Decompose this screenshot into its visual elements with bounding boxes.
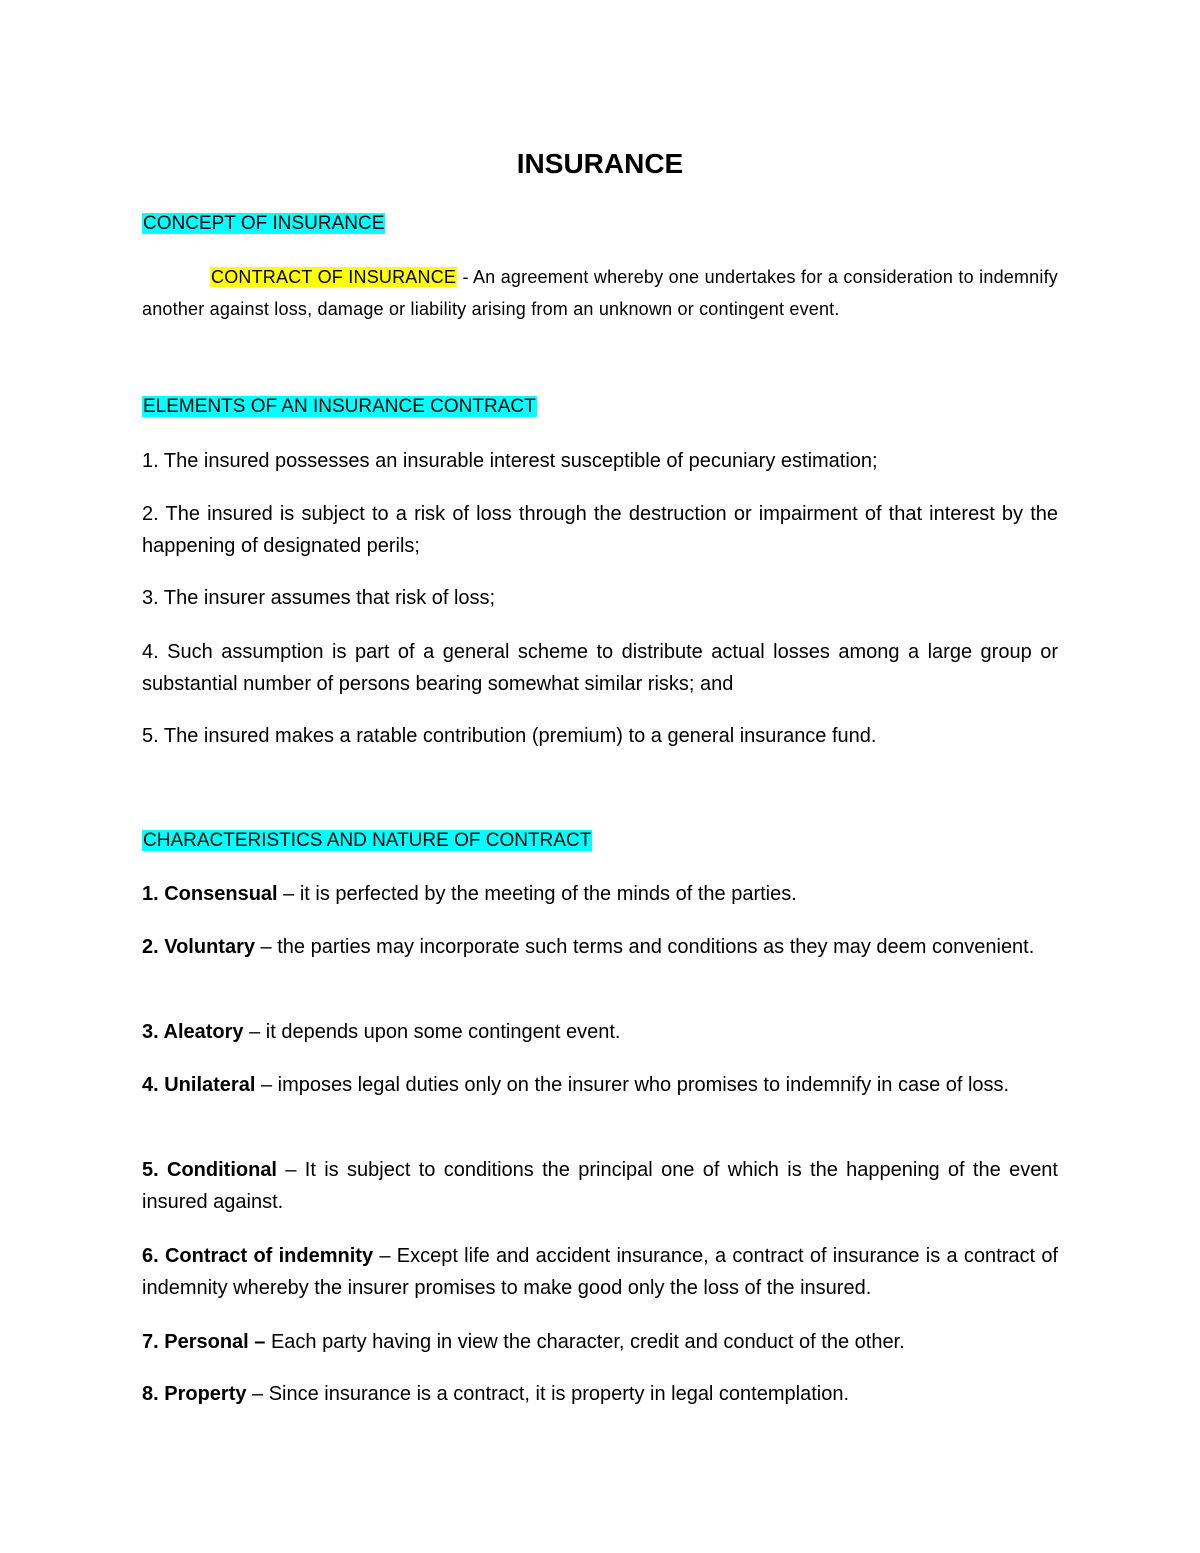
list-item: [142, 931, 1058, 963]
section-heading-text: ELEMENTS OF AN INSURANCE CONTRACT: [143, 396, 536, 417]
characteristic-text: – Except life and accident insurance, a contract of insurance is a contract of indemnity whereby the insurer promises to make good only the loss of the insured.: [142, 1245, 1058, 1299]
list-item: 4. Such assumption is part of a general scheme to distribute actual losses among a large group or substantial number of persons bearing somewhat similar risks; and: [142, 641, 1058, 695]
characteristic-text: – Since insurance is a contract, it is property in legal contemplation.: [246, 1383, 850, 1405]
characteristic-text: Each party having in view the character, credit and conduct of the other.: [265, 1331, 905, 1353]
characteristic-term: 2. Voluntary: [142, 936, 255, 958]
section-heading-text: CONCEPT OF INSURANCE: [143, 213, 385, 234]
characteristic-term: 1. Consensual: [142, 883, 278, 905]
list-item: 2. The insured is subject to a risk of loss through the destruction or impairment of that interest by the happening of designated perils;: [142, 503, 1058, 557]
characteristic-term: 3. Aleatory: [142, 1021, 244, 1043]
list-item: [142, 1240, 1058, 1304]
characteristic-text: – It is subject to conditions the principal one of which is the happening of the event insured against.: [142, 1159, 1058, 1213]
list-item: [142, 878, 1058, 910]
list-item: 3. The insurer assumes that risk of loss;: [142, 587, 496, 609]
document-title: INSURANCE: [516, 148, 684, 179]
section-heading-concept: [142, 212, 385, 236]
list-item: 1. The insured possesses an insurable interest susceptible of pecuniary estimation;: [142, 450, 878, 472]
defined-term: CONTRACT OF INSURANCE: [211, 267, 457, 287]
list-item: [142, 1326, 1058, 1358]
definition-text: - An agreement whereby one undertakes for a consideration to indemnify another against loss, damage or liability arising from an unknown or contingent event.: [142, 267, 1058, 319]
characteristic-term: 5. Conditional: [142, 1159, 277, 1181]
list-item: [142, 1016, 1058, 1048]
list-item: 5. The insured makes a ratable contribution (premium) to a general insurance fund.: [142, 725, 877, 747]
definition-paragraph: [142, 261, 1058, 325]
characteristic-text: – it depends upon some contingent event.: [243, 1021, 621, 1043]
list-item: [142, 1378, 1058, 1410]
characteristic-text: – imposes legal duties only on the insurer who promises to indemnify in case of loss.: [255, 1074, 1010, 1096]
list-item: [142, 1154, 1058, 1218]
list-item: [142, 1069, 1058, 1101]
section-heading-characteristics: [142, 829, 592, 853]
section-heading-text: CHARACTERISTICS AND NATURE OF CONTRACT: [143, 830, 592, 851]
characteristic-text: – it is perfected by the meeting of the minds of the parties.: [277, 883, 797, 905]
characteristic-text: – the parties may incorporate such terms and conditions as they may deem convenient.: [255, 936, 1035, 958]
characteristic-term: 6. Contract of indemnity: [142, 1245, 374, 1267]
characteristic-term: 4. Unilateral: [142, 1074, 256, 1096]
characteristic-term: 8. Property: [142, 1383, 247, 1405]
characteristic-term: 7. Personal –: [142, 1331, 266, 1353]
section-heading-elements: [142, 395, 537, 419]
